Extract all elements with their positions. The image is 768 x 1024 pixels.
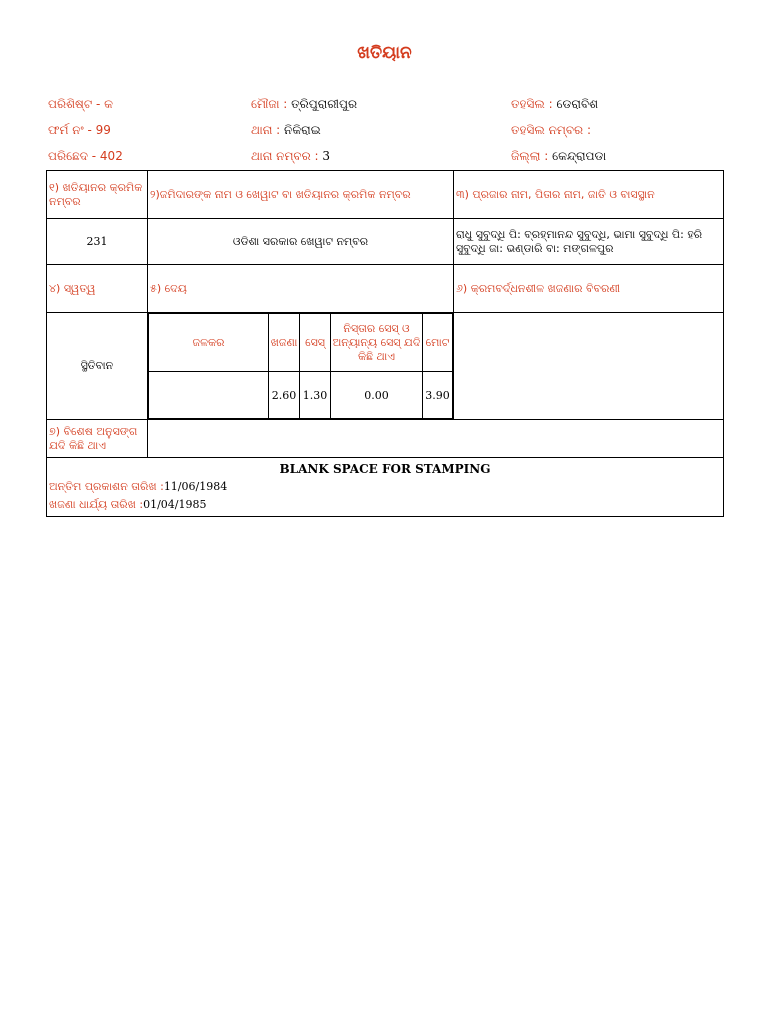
deya-cell bbox=[148, 313, 454, 420]
form-field bbox=[48, 120, 111, 140]
tahasil-value: ଡେରାବିଶ bbox=[556, 97, 599, 111]
thana-number-field bbox=[251, 146, 330, 166]
special-value bbox=[148, 420, 724, 458]
thana-number-value: 3 bbox=[322, 149, 331, 163]
header-kramabardhana: ୬) କ୍ରମବର୍ଦ୍ଧନଶୀଳ ଖଜଣାର ବିବରଣୀ bbox=[454, 265, 724, 313]
tax-col-nistar: ନିସ୍ତାର ସେସ୍ ଓ ଅନ୍ୟାନ୍ୟ ସେସ୍ ଯଦି କିଛି ଥାଏ bbox=[331, 314, 423, 372]
tax-header-row bbox=[149, 314, 453, 372]
kramabardhana-value bbox=[454, 313, 724, 420]
footer-cell bbox=[47, 458, 724, 517]
header-praja: ୩) ପ୍ରଜାର ନାମ, ପିତାର ନାମ, ଜାତି ଓ ବାସସ୍ଥାନ bbox=[454, 171, 724, 219]
parishista-label: ପରିଶିଷ୍ଟ - କ bbox=[48, 97, 113, 111]
parichheda-label: ପରିଛେଦ - bbox=[48, 149, 100, 163]
header-khatiyan-number: ୧) ଖତିୟାନର କ୍ରମିକ ନମ୍ବର bbox=[47, 171, 148, 219]
header-row-2 bbox=[47, 265, 724, 313]
meta-header bbox=[46, 94, 723, 170]
tax-row bbox=[47, 313, 724, 420]
header-swatwa: ୪) ସ୍ୱତ୍ୱ bbox=[47, 265, 148, 313]
tax-value-row bbox=[149, 372, 453, 419]
tax-col-mot: ମୋଟ bbox=[423, 314, 453, 372]
tax-ses-value: 1.30 bbox=[300, 372, 331, 419]
header-jamidar: ୨)ଜମିଦାରଙ୍କ ନାମ ଓ ଖେୱାଟ ବା ଖତିୟାନର କ୍ରମିକ ନମ୍ବର bbox=[148, 171, 454, 219]
khajana-assessment-date bbox=[49, 496, 721, 514]
jilla-field bbox=[511, 146, 606, 166]
form-label: ଫର୍ମ ନଂ - bbox=[48, 123, 96, 137]
stamp-space: BLANK SPACE FOR STAMPING bbox=[279, 462, 491, 476]
jilla-value: କେନ୍ଦ୍ରାପଡା bbox=[552, 149, 607, 163]
footer-row bbox=[47, 458, 724, 517]
final-publication-label: ଅନ୍ତିମ ପ୍ରକାଶନ ତାରିଖ : bbox=[49, 480, 164, 493]
mauja-value: ତ୍ରିପୁରାରୀପୁର bbox=[291, 97, 358, 111]
tax-col-jalakar: ଜଳକର bbox=[149, 314, 269, 372]
parichheda-field bbox=[48, 146, 123, 166]
mauja-field bbox=[251, 94, 357, 114]
khatiyan-document bbox=[46, 38, 723, 517]
khajana-assessment-value: 01/04/1985 bbox=[143, 498, 207, 511]
tax-nistar-value: 0.00 bbox=[331, 372, 423, 419]
tax-col-khajana: ଖଜଣା bbox=[269, 314, 300, 372]
tahasil-label: ତହସିଲ : bbox=[511, 97, 557, 111]
special-label: ୭) ବିଶେଷ ଅନୁସଙ୍ଗ ଯଦି କିଛି ଥାଏ bbox=[47, 420, 148, 458]
page-title: ଖତିୟାନ bbox=[357, 43, 412, 63]
header-row-1 bbox=[47, 171, 724, 219]
khajana-assessment-label: ଖଜଣା ଧାର୍ଯ୍ୟ ତାରିଖ : bbox=[49, 498, 144, 511]
khatiyan-table bbox=[46, 170, 724, 517]
special-row bbox=[47, 420, 724, 458]
final-publication-value: 11/06/1984 bbox=[163, 480, 228, 493]
tahasil-field bbox=[511, 94, 598, 114]
final-publication-date bbox=[49, 478, 721, 496]
mauja-label: ମୌଜା : bbox=[251, 97, 292, 111]
data-row-1 bbox=[47, 219, 724, 265]
thana-number-label: ଥାନା ନମ୍ବର : bbox=[251, 149, 323, 163]
tahasil-number-label: ତହସିଲ ନମ୍ବର : bbox=[511, 123, 592, 137]
thana-field bbox=[251, 120, 321, 140]
jilla-label: ଜିଲ୍ଲା : bbox=[511, 149, 553, 163]
tax-mot-value: 3.90 bbox=[423, 372, 453, 419]
tax-col-ses: ସେସ୍ bbox=[300, 314, 331, 372]
tax-khajana-value: 2.60 bbox=[269, 372, 300, 419]
tax-jalakar-value bbox=[149, 372, 269, 419]
praja-value: ରାଧୁ ସୁବୁଦ୍ଧି ପି: ବ୍ରହ୍ମାନନ୍ଦ ସୁବୁଦ୍ଧି, ଭାମା ସୁବୁଦ୍ଧି ପି: ହରି ସୁବୁଦ୍ଧି ଜା: ଭଣ୍ଡାରି ବା: ମଙ୍ଗଳପୁର bbox=[454, 219, 724, 265]
thana-label: ଥାନା : bbox=[251, 123, 285, 137]
tax-breakdown-table bbox=[148, 313, 453, 419]
swatwa-value: ସ୍ଥିତିବାନ bbox=[47, 313, 148, 420]
parichheda-value: 402 bbox=[99, 149, 123, 163]
jamidar-value: ଓଡିଶା ସରକାର ଖେୱାଟ ନମ୍ବର bbox=[148, 219, 454, 265]
header-deya: ୫) ଦେୟ bbox=[148, 265, 454, 313]
thana-value: ନିକିରାଇ bbox=[284, 123, 321, 137]
khatiyan-number-value: 231 bbox=[47, 219, 148, 265]
form-value: 99 bbox=[95, 123, 111, 137]
